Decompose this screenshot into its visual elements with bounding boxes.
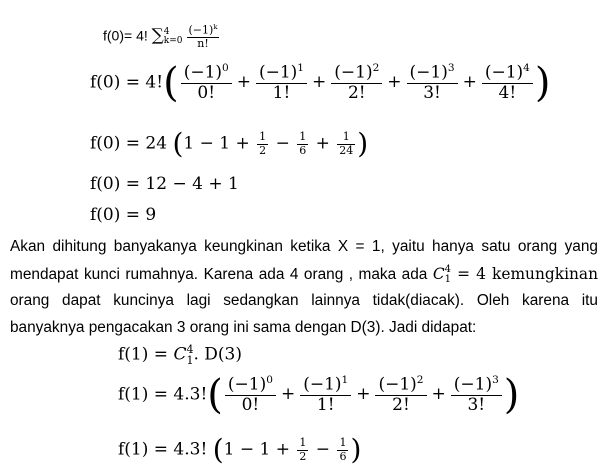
term-num-base: (−1) bbox=[303, 374, 342, 395]
term-numerator bbox=[451, 374, 502, 396]
term-fraction bbox=[181, 62, 232, 104]
left-paren: ( bbox=[172, 127, 184, 160]
frac-num: 1 bbox=[337, 131, 355, 144]
term-num-base: (−1) bbox=[258, 62, 298, 83]
term-num-exp: 3 bbox=[492, 374, 499, 386]
term-fraction bbox=[482, 62, 533, 104]
eq6-terms bbox=[223, 374, 504, 416]
frac-den: 2 bbox=[259, 143, 267, 157]
left-paren: ( bbox=[212, 433, 224, 466]
para-line-2a: mendapat kunci rumahnya. Karena ada 4 orang , maka ada bbox=[10, 265, 433, 283]
term-num-exp: 2 bbox=[416, 374, 424, 386]
combination-symbol bbox=[433, 265, 451, 283]
term-numerator bbox=[181, 62, 232, 84]
para-line-3: orang dapat kuncinya lagi sedangkan lainnya tidak(diacak). Oleh karena itu bbox=[10, 292, 598, 309]
left-paren: ( bbox=[163, 59, 179, 106]
term-num-exp: 3 bbox=[447, 62, 455, 74]
frac-den: 2 bbox=[299, 449, 307, 463]
term-num-exp: 4 bbox=[523, 62, 530, 74]
term-num-base: (−1) bbox=[183, 62, 223, 83]
term-fraction bbox=[331, 62, 382, 104]
term-denominator: 0! bbox=[241, 395, 260, 416]
eq7-a: 1 − 1 + bbox=[223, 439, 290, 460]
term-denominator: 2! bbox=[392, 395, 410, 416]
eq6-lhs: f(1) = 4.3! bbox=[118, 384, 208, 405]
fraction-sixth bbox=[297, 131, 308, 156]
sum-num-exp: k bbox=[213, 23, 218, 31]
equation-f0-result: f(0) = 9 bbox=[90, 205, 157, 225]
term-num-exp: 0 bbox=[222, 62, 229, 74]
plus-operator: + bbox=[431, 384, 446, 405]
term-denominator: 2! bbox=[347, 83, 366, 104]
equation-f1-numeric bbox=[118, 433, 362, 466]
eq1-lhs: f(0) = 4! bbox=[90, 72, 164, 93]
explanation-paragraph bbox=[10, 234, 598, 341]
frac-num: 1 bbox=[299, 130, 307, 144]
eq7-lhs: f(1) = 4.3! bbox=[118, 439, 208, 460]
term-fraction bbox=[300, 374, 351, 416]
term-numerator bbox=[482, 62, 533, 84]
fraction-half bbox=[257, 131, 268, 156]
equation-f1-expanded bbox=[118, 371, 520, 418]
para-line-1: Akan dihitung banyakanya keungkinan ketika X = 1, yaitu hanya satu orang yang bbox=[10, 238, 598, 255]
term-fraction bbox=[256, 62, 307, 104]
para-line-4: banyaknya pengacakan 3 orang ini sama dengan D(3). Jadi didapat: bbox=[10, 318, 477, 336]
term-denominator: 1! bbox=[272, 83, 291, 104]
term-numerator bbox=[407, 62, 458, 84]
eq5-C: C bbox=[173, 344, 187, 365]
term-numerator bbox=[300, 374, 351, 396]
frac-num: 1 bbox=[299, 436, 307, 450]
sum-fraction bbox=[187, 24, 220, 50]
term-num-base: (−1) bbox=[334, 62, 373, 83]
term-fraction bbox=[225, 374, 276, 416]
eq2-op3: + bbox=[315, 133, 330, 154]
sum-symbol: ∑ bbox=[151, 25, 164, 46]
eq0-lhs: f(0)= 4! bbox=[103, 27, 152, 44]
combination-C: C bbox=[432, 264, 445, 283]
sum-num: (−1) bbox=[188, 23, 214, 37]
frac-den: 6 bbox=[339, 449, 347, 463]
equation-f0-sum-values: f(0) = 12 − 4 + 1 bbox=[90, 174, 239, 194]
eq5-sup: 4 bbox=[186, 343, 194, 356]
plus-operator: + bbox=[236, 72, 251, 93]
term-fraction bbox=[451, 374, 502, 416]
term-num-base: (−1) bbox=[453, 374, 493, 395]
term-num-exp: 1 bbox=[297, 62, 304, 74]
eq1-terms bbox=[179, 62, 535, 104]
term-num-exp: 2 bbox=[372, 62, 380, 74]
plus-operator: + bbox=[356, 384, 371, 405]
para-line-2 bbox=[10, 261, 598, 289]
plus-operator: + bbox=[387, 72, 402, 93]
term-denominator: 0! bbox=[197, 83, 216, 104]
term-denominator: 3! bbox=[423, 83, 441, 104]
sum-lower: k=0 bbox=[163, 35, 183, 46]
equation-f0-expanded bbox=[90, 59, 551, 106]
sum-upper: 4 bbox=[163, 26, 170, 37]
term-denominator: 4! bbox=[498, 83, 517, 104]
fraction-half bbox=[297, 437, 308, 462]
frac-num: 1 bbox=[259, 130, 267, 144]
plus-operator: + bbox=[312, 72, 327, 93]
sum-den: n! bbox=[197, 36, 209, 50]
eq5-lhs: f(1) = bbox=[118, 344, 174, 365]
term-num-base: (−1) bbox=[378, 374, 417, 395]
fraction-sixth bbox=[337, 437, 348, 462]
combination-sub: 1 bbox=[444, 273, 452, 285]
left-paren: ( bbox=[207, 371, 223, 418]
right-paren: ) bbox=[350, 433, 362, 466]
equation-f0-numeric bbox=[90, 127, 369, 160]
term-denominator: 1! bbox=[316, 395, 335, 416]
eq2-op2: − bbox=[275, 133, 290, 154]
eq7-op2: − bbox=[315, 439, 331, 460]
frac-den: 24 bbox=[339, 143, 354, 157]
eq2-lhs: f(0) = 24 bbox=[90, 133, 168, 154]
plus-operator: + bbox=[280, 384, 296, 405]
sum-limits bbox=[164, 28, 183, 46]
equation-f1-combination bbox=[118, 344, 242, 366]
fraction-24th bbox=[337, 131, 355, 156]
right-paren: ) bbox=[357, 127, 369, 160]
frac-num: 1 bbox=[339, 436, 347, 450]
term-denominator: 3! bbox=[467, 395, 486, 416]
para-line-2b: = 4 kemungkinan bbox=[451, 264, 598, 283]
term-num-base: (−1) bbox=[227, 374, 267, 395]
eq5-rest: . D(3) bbox=[193, 344, 242, 365]
right-paren: ) bbox=[534, 59, 551, 106]
frac-den: 6 bbox=[299, 143, 307, 157]
right-paren: ) bbox=[503, 371, 520, 418]
term-numerator bbox=[375, 374, 426, 396]
equation-f0-sum bbox=[103, 24, 221, 50]
combination-sup: 4 bbox=[444, 263, 452, 275]
term-num-exp: 1 bbox=[341, 374, 349, 386]
term-num-base: (−1) bbox=[409, 62, 448, 83]
term-numerator bbox=[331, 62, 382, 84]
term-fraction bbox=[407, 62, 458, 104]
term-numerator bbox=[225, 374, 276, 396]
eq5-sub: 1 bbox=[186, 354, 194, 367]
plus-operator: + bbox=[462, 72, 477, 93]
term-numerator bbox=[256, 62, 307, 84]
term-fraction bbox=[375, 374, 426, 416]
eq2-a: 1 − 1 + bbox=[183, 133, 250, 154]
term-num-base: (−1) bbox=[484, 62, 524, 83]
term-num-exp: 0 bbox=[266, 374, 273, 386]
